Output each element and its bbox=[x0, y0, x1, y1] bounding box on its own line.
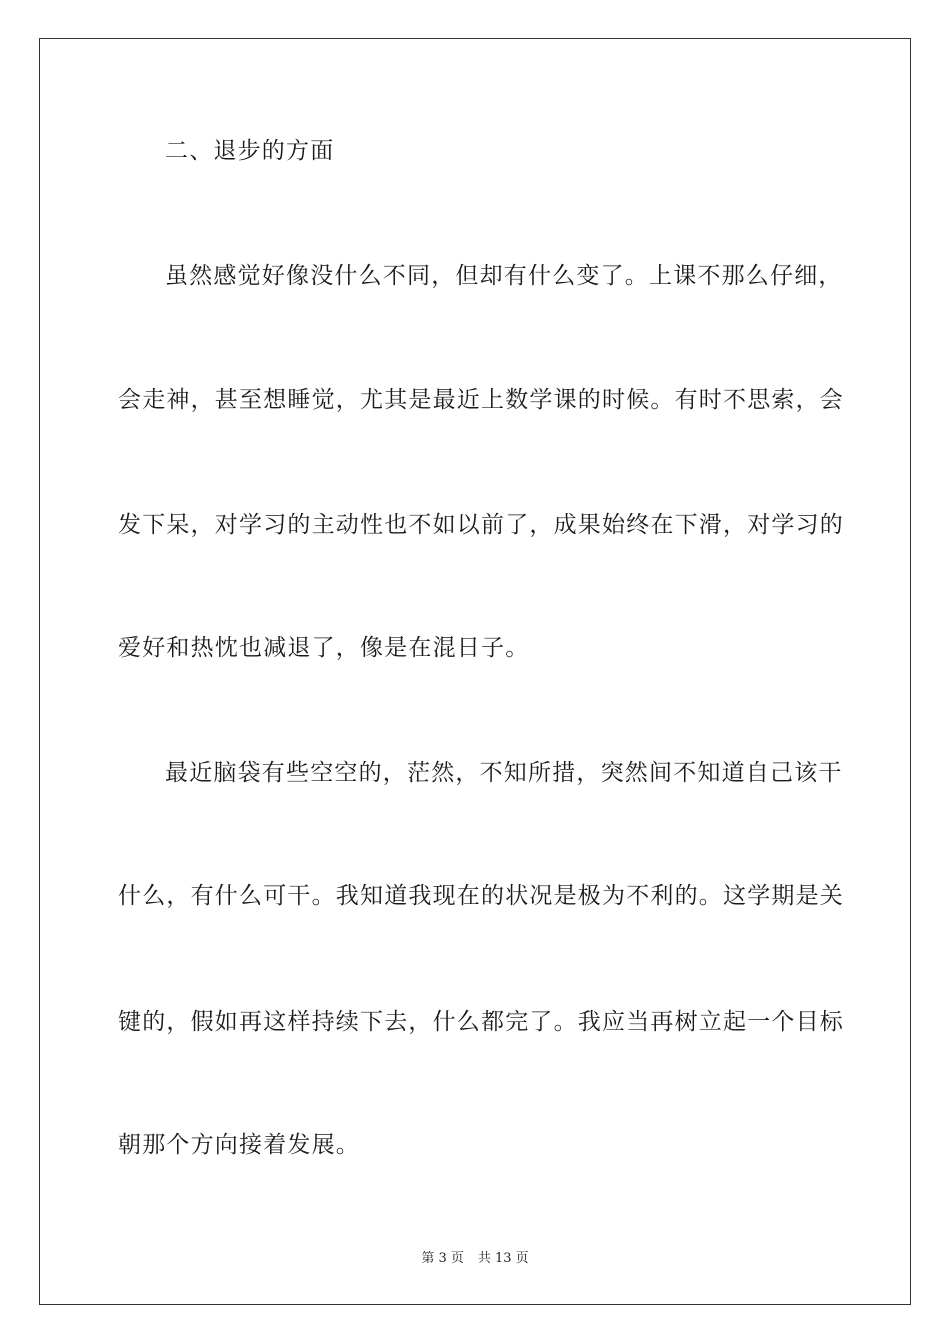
paragraph-1-line-1: 虽然感觉好像没什么不同，但却有什么变了。上课不那么仔细， bbox=[165, 263, 843, 289]
paragraph-2-line-1: 最近脑袋有些空空的，茫然，不知所措，突然间不知道自己该干 bbox=[165, 760, 843, 786]
paragraph-2-line-4: 朝那个方向接着发展。 bbox=[118, 1132, 360, 1158]
section-heading: 二、退步的方面 bbox=[165, 138, 335, 164]
page-border bbox=[39, 38, 911, 1305]
paragraph-2-line-2: 什么，有什么可干。我知道我现在的状况是极为不利的。这学期是关 bbox=[118, 883, 844, 909]
paragraph-1-line-3: 发下呆，对学习的主动性也不如以前了，成果始终在下滑，对学习的 bbox=[118, 512, 844, 538]
paragraph-1-line-2: 会走神，甚至想睡觉，尤其是最近上数学课的时候。有时不思索，会 bbox=[118, 387, 844, 413]
paragraph-2-line-3: 键的，假如再这样持续下去，什么都完了。我应当再树立起一个目标 bbox=[118, 1009, 844, 1035]
page-footer bbox=[0, 1247, 950, 1266]
page-number: 第 3 页 bbox=[421, 1251, 464, 1266]
paragraph-1-line-4: 爱好和热忱也减退了，像是在混日子。 bbox=[118, 635, 530, 661]
total-pages: 共 13 页 bbox=[477, 1251, 529, 1266]
